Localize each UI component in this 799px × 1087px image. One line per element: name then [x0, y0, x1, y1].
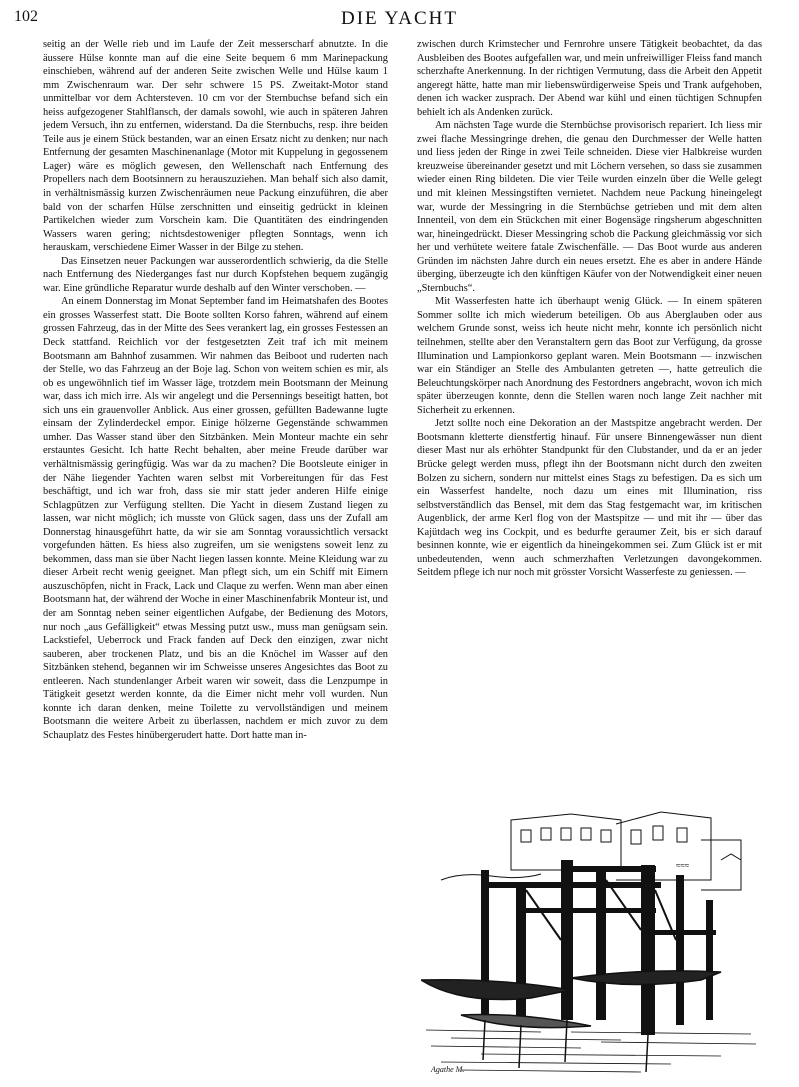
- paragraph: An einem Donnerstag im Monat September fand im Heimatshafen des Bootes ein grosses Wasserfest statt. Die Boote sollten Korso fahren, während auf einem grossen Fahrzeug, das in der Mitte des Sees verankert lag, ein grosses Festessen an Deck stattfand. Reichlich vor der festgesetzten Zeit traf ich mit meinem Bootsmann am Bahnhof zusammen. Wir nahmen das Beiboot und ruderten nach der Stelle, wo das Fahrzeug an der Boje lag. Schon von weitem schien es mir, als ob es ungewöhnlich tief im Wasser läge, trotzdem mein Bootsmann der Meinung war, dass ich mich irre. Als wir angelegt und die Persennings beseitigt hatten, bot sich uns ein grauenvoller Anblick. Aus einer grossen, gefüllten Badewanne lugte einsam der Zylinderdeckel empor. Einige hölzerne Gegenstände schwammen umher. Das Wasser stand über den Sitzbänken. Mein Monteur machte ein sehr erstauntes Gesicht. Ich hatte Recht behalten, aber meine Freude darüber war verhältnismässig geringfügig. Was war da zu machen? Die Bootsleute einiger in der Nähe liegender Yachten waren selbst mit Vorbereitungen für das Fest beschäftigt, und ich war froh, dass sie mir statt jeder anderen Hilfe einige Schlagpützen zur Verfügung stellten. Die Yacht in diesem Zustand liegen zu lassen, war nicht möglich; ich musste von Glück sagen, dass uns der Zufall am Donnerstag hinausgeführt hatte, da wir sie am Sonntag voraussichtlich versackt vorgefunden hätten. Es hiess also zugreifen, um sie wenigstens soweit lenz zu bekommen, dass man sie über Nacht liegen lassen konnte. Meine Kleidung war zu dieser Arbeit recht wenig geeignet. Man pflegt sich, um ein Schiff mit Eimern auszuschöpfen, nicht in Frack, Lack und Claque zu werfen. Wenn man aber einen Bootsmann hat, der während der Woche in einer Maschinenfabrik Monteur ist, und der am Sonntag neben seiner eigentlichen Aufgabe, der Bedienung des Motors, nur noch „aus Gefälligkeit“ etwas Messing putzt usw., muss man genügsam sein. Lackstiefel, Ueberrock und Frack fanden auf Deck den einzigen, zwar nicht sauberen, aber trockenen Platz, und bis an die Knöchel im Wasser auf den Sitzbänken stehend, begannen wir im Schweisse unseres Angesichtes das Boot zu entleeren. Nach stundenlanger Arbeit waren wir soweit, dass die Lenzpumpe in Tätigkeit gesetzt werden konnte, da die Eimer nicht mehr voll wurden. Nun konnte ich daran denken, meine Toilette zu vervollständigen und meinem Bootsmann die weitere Arbeit zu überlassen, nachdem er mich zuvor zu dem Schauplatz des Festes hinübergerudert hatte. Dort hatte man in-: [43, 296, 388, 741]
- paragraph: Mit Wasserfesten hatte ich überhaupt wenig Glück. — In einem späteren Sommer sollte ich mich wiederum beteiligen. Ob aus Aberglauben oder aus welchem Grunde sonst, weiss ich heute nicht mehr, konnte ich persönlich nicht teilnehmen, stellte aber den Veranstaltern gern das Boot zur Verfügung, da grosse Illumination und Lampionkorso geplant waren. Mein Bootsmann — inzwischen war ein Ständiger an Stelle des Ambulanten getreten —, hatte getreulich die Beleuchtungskörper nach Anordnung des Festordners angebracht, wovon ich mich später überzeugen konnte, denn die Stellen waren noch lange Zeit nachher mit Sicherheit zu erkennen.: [417, 296, 762, 416]
- paragraph: seitig an der Welle rieb und im Laufe der Zeit messerscharf abnutzte. In die äussere Hülse konnte man auf die eine Seite bequem 6 mm Marinepackung einschieben, während auf der anderen Seite zwischen Welle und Hülse kaum 1 mm Zwischenraum war. Der sehr schwere 15 PS. Zweitakt-Motor stand unmittelbar vor dem Achtersteven. 10 cm vor der Sternbuchse befand sich ein heiss aufgezogener Stahlflansch, der damals sowohl, wie auch in späteren Jahren jedem Versuch, ihn zu entfernen, widerstand. Da die Sternbuchs, resp. ihre beiden Teile aus je einem Stück bestanden, war an einen Ersatz nicht zu denken; nur nach Entfernung der gesamten Maschinenanlage (Motor mit Kuppelung in gegossenem Lager) wäre es möglich gewesen, den Wellenschaft nach Entfernung des Propellers nach dem Bootsinnern zu herauszuziehen. Man behalf sich also damit, in verhältnismässig kurzen Zwischenräumen neue Packung einzuführen, die aber bald von der scharfen Hülse zerschnitten und einseitig gedrückt in kleinen Partikelchen wieder zum Vorschein kam. Die Quantitäten des eindringenden Wassers waren gering; nichtsdestoweniger pflegten Sonntags, wenn ich herauskam, verschiedene Eimer Wasser in der Bilge zu stehen.: [43, 39, 388, 254]
- sketch-signature: Agathe M.: [431, 1065, 465, 1074]
- harbor-sketch-svg: [421, 810, 762, 1078]
- harbor-sketch-illustration: [421, 810, 762, 1078]
- paragraph: zwischen durch Krimstecher und Fernrohre unsere Tätigkeit beobachtet, da das Ausbleiben des Bootes aufgefallen war, und mein unfreiwilliger Fleiss fand manch scherzhafte Anerkennung. In der richtigen Vermutung, dass die Arbeit den Appetit angeregt hätte, hatte man mir liebenswürdigerweise Speis und Trank aufgehoben, denen ich wacker zusprach. Der Abend war kühl und einen tüchtigen Schnupfen behielt ich als Andenken zurück.: [417, 39, 762, 118]
- right-column: [417, 38, 762, 580]
- sketch-sign: ≈≈≈: [676, 861, 690, 870]
- running-head: DIE YACHT: [340, 8, 459, 29]
- paragraph: Am nächsten Tage wurde die Sternbüchse provisorisch repariert. Ich liess mir zwei flache Messingringe drehen, die genau den Durchmesser der Welle hatten und liess jeden der Ringe in zwei Teile schneiden. Diese vier Halbkreise wurden kreuzweise übereinander gesetzt und mit Löchern versehen, so dass sie zusammen wieder einen Ring bildeten. Die vier Teile wurden einzeln über die Welle gelegt und mit kleinen Messingstiften vernietet. Nachdem neue Packung hineingelegt war, wurde der Messingring in die Sternbüchse getrieben und mit dem alten Innenteil, von dem ein Stückchen mit einer Bogensäge ringsherum abgeschnitten war, hineingedrückt. Dieser Messingring schob die Packung gleichmässig vor sich her und verhütete weitere fatale Zwischenfälle. — Das Boot wurde aus anderen Gründen im nächsten Jahre durch ein neues ersetzt. Ehe es aber in andere Hände überging, überzeugte ich den künftigen Käufer von der Notwendigkeit einer neuen „Sternbuchs“.: [417, 120, 762, 294]
- page-number: 102: [14, 8, 38, 25]
- paragraph: Das Einsetzen neuer Packungen war ausserordentlich schwierig, da die Stelle nach Entfernung des Niederganges fast nur durch Kopfstehen bequem zugängig war. Eine gründliche Reparatur wurde deshalb auf den Winter verschoben. —: [43, 255, 388, 294]
- left-column: [43, 38, 388, 742]
- paragraph: Jetzt sollte noch eine Dekoration an der Mastspitze angebracht werden. Der Bootsmann kletterte dienstfertig hinauf. Für unsere Binnengewässer nun dient dieser Mast nur als erhöhter Standpunkt für den Clubstander, und da er an jeder Brücke gelegt werden muss, pflegt ihn der Bootsmann nicht durch den zweiten Bolzen zu sichern, sondern nur mittelst eines Stags zu befestigen. Da es sich um ein Wasserfest handelte, noch dazu um eines mit Illumination, riss selbstverständlich das Bensel, mit dem das Stag festgemacht war, im kritischen Augenblick, der arme Kerl flog von der Mastspitze — und mit ihr — über das Kajütdach weg ins Cockpit, und es bedurfte geraumer Zeit, bis er sich darauf besinnen konnte, wie er eigentlich da hineingekommen sei. Zum Glück ist er mit unbedeutenden, wenn auch schmerzhaften Verletzungen davongekommen. Seitdem pflege ich nur noch mit grösster Vorsicht Wasserfeste zu geniessen. —: [417, 418, 762, 579]
